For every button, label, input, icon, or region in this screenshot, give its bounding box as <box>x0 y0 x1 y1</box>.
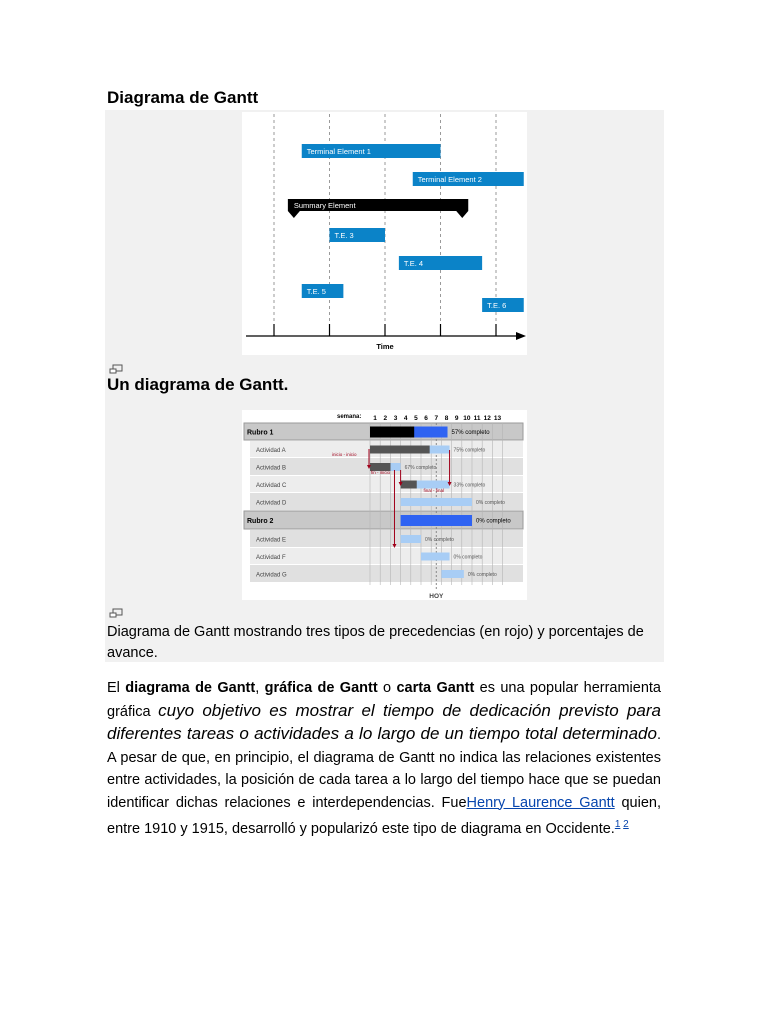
task-label: Terminal Element 1 <box>306 147 371 156</box>
row-label: Actividad G <box>256 572 287 579</box>
task-label: Terminal Element 2 <box>417 175 482 184</box>
summary-label: Summary Element <box>293 201 356 210</box>
percent-label: 67% completo <box>404 465 437 471</box>
week-number: 4 <box>403 415 408 422</box>
row-label: Actividad F <box>256 555 286 561</box>
gantt-chart-2 <box>242 410 527 600</box>
percent-label: 0% completo <box>476 518 511 525</box>
week-number: 5 <box>414 415 418 422</box>
dependency-label: fin - inicio <box>371 470 391 475</box>
enlarge-icon[interactable] <box>109 364 123 374</box>
gantt-chart-1 <box>242 112 527 355</box>
week-number: 10 <box>463 415 471 422</box>
percent-label: 0% completo <box>453 554 483 561</box>
text-segment: El <box>107 680 126 696</box>
week-number: 9 <box>454 415 459 422</box>
text-segment: quien, entre 1910 y 1915, desarrolló y popularizó este tipo de diagrama en Occidente. <box>107 794 661 837</box>
enlarge-icon[interactable] <box>109 608 123 618</box>
week-number: 7 <box>434 415 439 422</box>
activity-bar <box>401 515 472 526</box>
article-paragraph <box>107 677 661 840</box>
task-label: T.E. 6 <box>487 301 507 310</box>
progress-fill <box>401 481 417 489</box>
percent-label: 0% completo <box>425 537 454 543</box>
weeks-label: semana: <box>337 414 362 420</box>
row-label: Rubro 1 <box>247 429 274 437</box>
term-bold: diagrama de Gantt <box>125 680 256 696</box>
week-number: 6 <box>424 415 428 422</box>
week-number: 3 <box>393 415 398 422</box>
week-number: 13 <box>493 415 502 422</box>
term-bold: carta Gantt <box>396 680 475 696</box>
row-label: Actividad C <box>256 483 287 489</box>
activity-bar <box>401 498 472 506</box>
row-label: Actividad B <box>256 465 287 472</box>
activity-bar <box>421 553 450 561</box>
row-label: Actividad A <box>256 448 286 454</box>
dependency-label: final - final <box>423 488 445 493</box>
task-label: T.E. 5 <box>306 287 326 296</box>
activity-bar <box>441 570 463 578</box>
row-label: Actividad D <box>256 500 287 507</box>
percent-label: 75% completo <box>453 447 486 454</box>
axis-label: Time <box>376 342 394 351</box>
today-label: HOY <box>429 593 444 600</box>
percent-label: 0% completo <box>476 500 505 506</box>
gantt-image-2[interactable] <box>242 410 527 600</box>
text-segment: , <box>255 680 265 696</box>
task-label: T.E. 4 <box>403 259 424 268</box>
text-segment: es una popular herramienta gráfica <box>107 680 661 720</box>
text-segment: o <box>377 680 397 696</box>
week-number: 8 <box>444 415 449 422</box>
summary-cap <box>288 211 300 218</box>
axis-arrow <box>516 332 526 340</box>
percent-label: 57% completo <box>451 430 490 436</box>
summary-cap <box>456 211 468 218</box>
figure-caption-1: Un diagrama de Gantt. <box>107 375 289 394</box>
progress-fill <box>370 427 414 438</box>
row-label: Rubro 2 <box>247 518 274 525</box>
percent-label: 0% completo <box>467 572 497 578</box>
week-number: 12 <box>483 415 491 422</box>
term-bold: gráfica de Gantt <box>264 680 378 696</box>
progress-fill <box>370 446 430 454</box>
activity-bar <box>401 535 421 543</box>
dependency-label: inicio - inicio <box>332 452 357 457</box>
week-number: 1 <box>373 415 377 422</box>
figure-caption-2: Diagrama de Gantt mostrando tres tipos de precedencias (en rojo) y porcentajes de avance. <box>107 624 644 661</box>
section-heading: Diagrama de Gantt <box>107 88 664 111</box>
row-label: Actividad E <box>256 537 287 544</box>
task-label: T.E. 3 <box>334 231 354 240</box>
text-segment: . A pesar de que, en principio, el diagrama de Gantt no indica las relaciones existentes entre actividades, la posición de cada tarea a lo largo del tiempo hace que se puedan identificar dichas relaciones e interdependencias. Fue <box>107 727 661 811</box>
author-link[interactable]: Henry Laurence Gantt <box>466 794 615 811</box>
week-number: 11 <box>473 415 481 422</box>
week-number: 2 <box>383 415 388 422</box>
gantt-image-1[interactable] <box>242 112 527 355</box>
reference-link-2[interactable]: 2 <box>623 819 629 830</box>
emphasis-text: cuyo objetivo es mostrar el tiempo de dedicación previsto para diferentes tareas o actividades a lo largo de un tiempo total determinado <box>107 700 661 743</box>
figure-container <box>105 110 664 662</box>
percent-label: 33% completo <box>453 482 486 489</box>
reference-link-1[interactable]: 1 <box>614 819 621 830</box>
